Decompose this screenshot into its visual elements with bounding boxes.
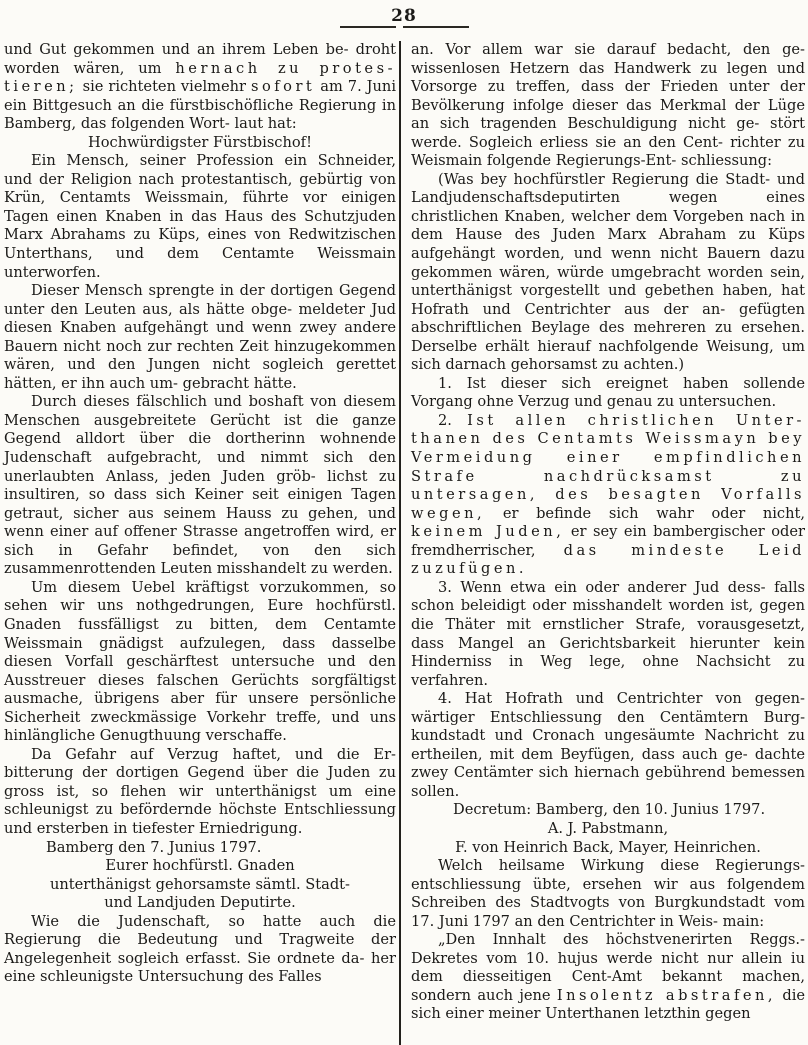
paragraph xyxy=(4,839,396,858)
letterspaced-text-segment: keinem Juden, xyxy=(411,523,565,541)
text-segment: an. Vor allem war sie darauf bedacht, den ge- wissenlosen Hetzern das Handwerk zu legen und Vorsorge zu treffen, dass der Frieden unter der Bevölkerung infolge dieser das Merkmal der Lüge an sich tragenden Beschuldigung nicht ge- stört werde. Sogleich erliess sie an den Cent- richter zu Weismain folgende Regierungs-Ent- schliessung: xyxy=(411,41,805,170)
letterspaced-text-segment: das mindeste Leid zuzufügen. xyxy=(411,541,805,578)
text-segment: und Landjuden Deputirte. xyxy=(104,894,296,912)
paragraph xyxy=(411,579,805,690)
right-text-column xyxy=(401,41,808,1045)
paragraph xyxy=(411,690,805,801)
paragraph xyxy=(411,839,805,858)
paragraph xyxy=(411,931,805,1024)
paragraph xyxy=(411,412,805,579)
text-segment: Bamberg den 7. Junius 1797. xyxy=(46,838,262,856)
text-segment: er sey ein bambergischer oder fremdherrischer, xyxy=(411,523,805,559)
left-text-column xyxy=(0,41,399,1045)
letterspaced-text-segment: Insolentz abstrafen, xyxy=(556,986,777,1004)
text-segment: Welch heilsame Wirkung diese Regierungs- entschliessung übte, ersehen wir aus folgendem Schreiben des Stadtvogts von Burgkundstadt vom 17. Juni 1797 an den Centrichter in Weis- main: xyxy=(411,857,805,930)
text-segment: Ein Mensch, seiner Profession ein Schneider, und der Religion nach protestantisch, gebürtig von Krün, Centamts Weissmain, führte vor einigen Tagen einen Knaben in das Haus des Schutzjuden Marx Abrahams zu Küps, eines von Redwitzischen Unterthans, und dem Centamte Weissmain unterworfen. xyxy=(4,152,396,281)
paragraph xyxy=(411,820,805,839)
paragraph xyxy=(4,134,396,153)
paragraph xyxy=(4,579,396,746)
text-segment: sie richteten vielmehr xyxy=(77,78,251,96)
page-number-rule xyxy=(338,26,470,28)
text-segment: Hochwürdigster Fürstbischof! xyxy=(88,133,312,151)
paragraph xyxy=(411,857,805,931)
text-segment: Eurer hochfürstl. Gnaden xyxy=(105,857,295,875)
text-segment: 4. Hat Hofrath und Centrichter von gegen- wärtiger Entschliessung den Centämtern Burg- kundstadt und Cronach ungesäumte Nachricht zu ertheilen, mit dem Beyfügen, dass auch ge- dachte zwey Centämter sich hiernach gebührend bemessen sollen. xyxy=(411,690,805,800)
rule-segment-left xyxy=(340,26,396,28)
paragraph xyxy=(411,801,805,820)
paragraph xyxy=(4,152,396,282)
text-segment: 3. Wenn etwa ein oder anderer Jud dess- falls schon beleidigt oder misshandelt worden ist, gegen die Thäter mit ernstlicher Strafe, vorausgesetzt, dass Mangel an Gerichtsbarkeit hierunter kein Hinderniss in Weg lege, ohne Nachsicht zu verfahren. xyxy=(411,578,805,689)
text-segment: 2. xyxy=(438,411,468,429)
text-segment: F. von Heinrich Back, Mayer, Heinrichen. xyxy=(455,838,761,856)
text-segment: Um diesem Uebel kräftigst vorzukommen, so sehen wir uns nothgedrungen, Eure hochfürstl. Gnaden fussfälligst zu bitten, dem Centamte Weissmain gnädigst aufzulegen, dass dasselbe diesen Vorfall geschärftest untersuche und den Ausstreuer dieses falschen Gerüchts sorgfältigst ausmache, übrigens aber für unsere persönliche Sicherheit zweckmässige Vorkehr treffe, und uns hinlängliche Genugthuung verschaffe. xyxy=(4,578,396,745)
text-segment: Dieser Mensch sprengte in der dortigen Gegend unter den Leuten aus, als hätte obge- meldeter Jud diesen Knaben aufgehängt und wenn zwey andere Bauern nicht noch zur rechten Zeit hinzugekommen wären, und den Jungen nicht sogleich gerettet hätten, er ihn auch um- gebracht hätte. xyxy=(4,282,396,392)
paragraph xyxy=(411,375,805,412)
text-segment: (Was bey hochfürstler Regierung die Stadt- und Landjudenschaftsdeputirten wegen eines christlichen Knaben, welcher dem Vorgeben nach in dem Hause des Juden Marx Abraham zu Küps aufgehängt worden, und wenn nicht Bauern dazu gekommen wären, würde umgebracht worden sein, unterthänigst vorgestellt und gebethen haben, hat Hofrath und Centrichter aus der an- gefügten abschriftlichen Beylage des mehreren zu ersehen. Derselbe erhält hierauf nachfolgende Weisung, um sich darnach gehorsamst zu achten.) xyxy=(411,170,805,374)
text-segment: Decretum: Bamberg, den 10. Junius 1797. xyxy=(453,801,766,819)
text-segment: am 7. Juni ein Bittgesuch an die fürstbischöfliche Regierung in Bamberg, das folgenden Wort- laut hat: xyxy=(4,78,396,133)
text-segment: unterthänigst gehorsamste sämtl. Stadt- xyxy=(50,875,350,893)
text-segment: 1. Ist dieser sich ereignet haben sollende Vorgang ohne Verzug und genau zu untersuchen. xyxy=(411,374,805,411)
letterspaced-text-segment: sofort xyxy=(250,78,316,96)
paragraph xyxy=(4,393,396,578)
page-header xyxy=(0,0,808,41)
page-number: 28 xyxy=(391,6,417,26)
paragraph xyxy=(4,746,396,839)
letterspaced-text-segment: hernach zu protes- tieren; xyxy=(4,59,396,96)
letterspaced-text-segment: Ist allen christlichen Unter- thanen des Centamts Weissmayn bey Vermeidung einer empfindlichen Strafe nachdrücksamst zu untersagen, des besagten Vorfalls wegen, xyxy=(411,411,805,522)
paragraph xyxy=(4,41,396,134)
text-segment: die sich einer meiner Unterthanen letzthin gegen xyxy=(411,986,805,1023)
two-column-text-block xyxy=(0,41,808,1045)
paragraph xyxy=(4,857,396,876)
paragraph xyxy=(411,41,805,171)
paragraph xyxy=(4,913,396,987)
text-segment: Da Gefahr auf Verzug haftet, und die Er- bitterung der dortigen Gegend über die Juden zu gross ist, so flehen wir unterthänigst um eine schleunigst zu befördernde höchste Entschliessung und ersterben in tiefester Erniedrigung. xyxy=(4,745,396,837)
text-segment: A. J. Pabstmann, xyxy=(547,819,669,837)
text-segment: „Den Innhalt des höchstvenerirten Reggs.- Dekretes vom 10. hujus werde nicht nur allein iu dem diesseitigen Cent-Amt bekannt machen, sondern auch jene xyxy=(411,931,805,1004)
paragraph xyxy=(4,876,396,895)
text-segment: und Gut gekommen und an ihrem Leben be- droht worden wären, um xyxy=(4,41,396,77)
text-segment: er befinde sich wahr oder nicht, xyxy=(485,504,805,522)
rule-segment-right xyxy=(403,26,469,28)
paragraph xyxy=(4,282,396,393)
paragraph xyxy=(4,894,396,913)
paragraph xyxy=(411,171,805,375)
text-segment: Wie die Judenschaft, so hatte auch die Regierung die Bedeutung und Tragweite der Angelegenheit sogleich erfasst. Sie ordnete da- her eine schleunigste Untersuchung des Falles xyxy=(4,912,396,986)
text-segment: Durch dieses fälschlich und boshaft von diesem Menschen ausgebreitete Gerücht ist die ganze Gegend alldort über die dortherinn wohnende Judenschaft aufgebracht, und nimmt sich den unerlaubten Anlass, jeden Juden gröb- lichst zu insultiren, so dass sich Keiner seit einigen Tagen getraut, sicher aus seinem Hauss zu gehen, und wenn einer auf offener Strasse angetroffen wird, er sich in Gefahr befindet, von den sich zusammenrottenden Leuten misshandelt zu werden. xyxy=(4,393,396,578)
